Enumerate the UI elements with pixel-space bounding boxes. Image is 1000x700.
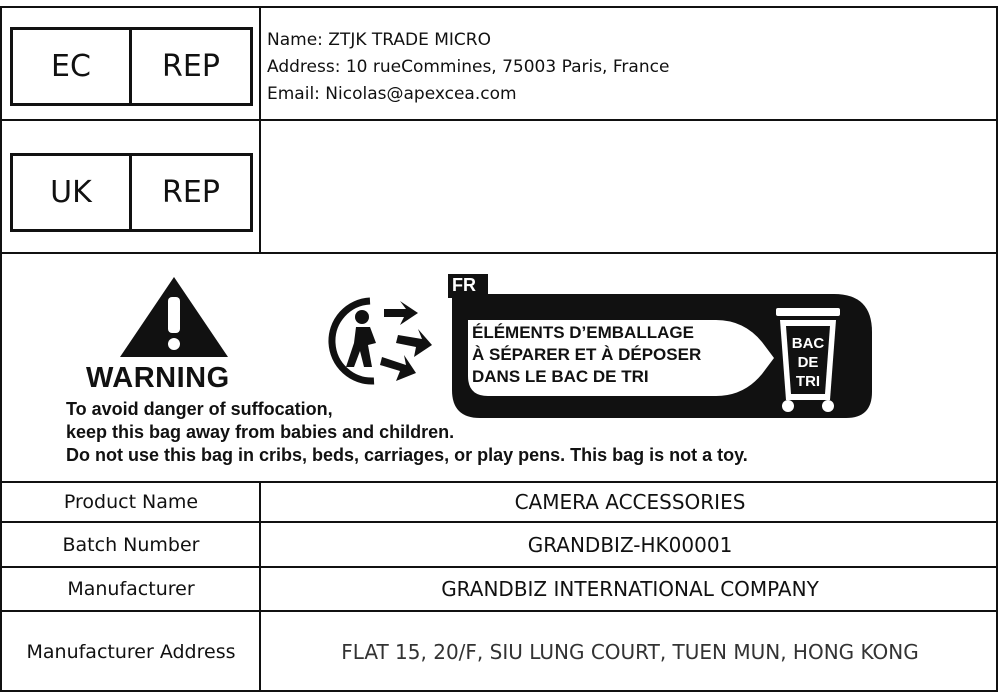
bin-line: DE (797, 354, 819, 371)
triman-line: À SÉPARER ET À DÉPOSER (472, 345, 702, 364)
product-name-value: CAMERA ACCESSORIES (514, 490, 746, 514)
product-name-label: Product Name (63, 491, 199, 513)
triman-text (472, 322, 701, 388)
uk-rep-right: REP (162, 175, 220, 210)
bin-line: BAC (791, 335, 825, 352)
triman-line: ÉLÉMENTS D’EMBALLAGE (472, 323, 694, 342)
manufacturer-label: Manufacturer (67, 578, 195, 600)
bin-line: TRI (795, 373, 821, 390)
manufacturer-address-value: FLAT 15, 20/F, SIU LUNG COURT, TUEN MUN, HONG KONG (341, 640, 919, 664)
divider (0, 252, 998, 254)
triman-line: DANS LE BAC DE TRI (472, 367, 649, 386)
ec-rep-left: EC (13, 30, 132, 103)
warning-line: To avoid danger of suffocation, (66, 399, 333, 419)
manufacturer-address-label: Manufacturer Address (26, 641, 236, 663)
ec-rep-symbol (10, 27, 253, 106)
warning-line: keep this bag away from babies and children. (66, 422, 455, 442)
uk-rep-symbol (10, 153, 253, 232)
divider (259, 6, 261, 254)
warning-title: WARNING (86, 362, 230, 394)
divider (0, 119, 998, 121)
batch-number-label: Batch Number (62, 533, 200, 556)
ec-rep-email: Email: Nicolas@apexcea.com (267, 84, 517, 104)
ec-rep-address: Address: 10 rueCommines, 75003 Paris, France (267, 57, 670, 77)
triman-recycling-icon (326, 295, 434, 387)
bin-label (786, 334, 830, 391)
manufacturer-value: GRANDBIZ INTERNATIONAL COMPANY (441, 577, 819, 601)
ec-rep-name: Name: ZTJK TRADE MICRO (267, 30, 491, 50)
warning-triangle-icon (118, 275, 230, 359)
uk-rep-left: UK (13, 156, 132, 229)
ec-rep-right: REP (162, 49, 220, 84)
triman-country-code: FR (452, 275, 476, 295)
ec-rep-info (267, 27, 669, 108)
batch-number-value: GRANDBIZ-HK00001 (527, 532, 733, 557)
warning-line: Do not use this bag in cribs, beds, carriages, or play pens. This bag is not a toy. (66, 445, 748, 465)
